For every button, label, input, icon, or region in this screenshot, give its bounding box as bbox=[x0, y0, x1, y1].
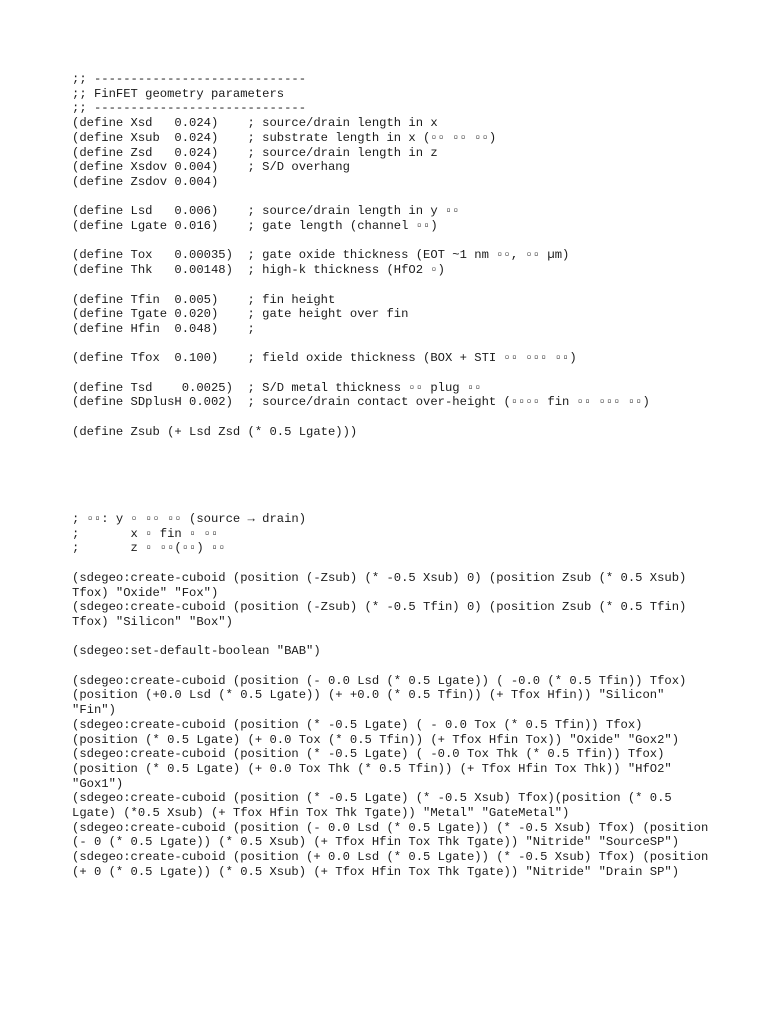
code-line: (sdegeo:create-cuboid (position (- 0.0 Lsd (* 0.5 Lgate)) ( -0.0 (* 0.5 Tfin)) Tfox) (position (+0.0 Lsd (* 0.5 Lgate)) (+ +0.0 (* 0.5 Tfin)) (+ Tfox Hfin)) "Silicon" "Fin") bbox=[72, 673, 694, 718]
blank-line bbox=[72, 337, 712, 352]
code-line: (sdegeo:create-cuboid (position (* -0.5 Lgate) ( - 0.0 Tox (* 0.5 Tfin)) Tfox) (position (* 0.5 Lgate) (+ 0.0 Tox (* 0.5 Tfin)) (+ Tfox Hfin Tox)) "Oxide" "Gox2") bbox=[72, 717, 680, 747]
blank-line bbox=[72, 630, 712, 645]
blank-line bbox=[72, 366, 712, 381]
code-line: (define Tfin 0.005) ; fin height bbox=[72, 292, 336, 307]
blank-line bbox=[72, 190, 712, 205]
blank-line bbox=[72, 410, 712, 425]
code-line: (define Zsdov 0.004) bbox=[72, 174, 219, 189]
code-line: (define Zsd 0.024) ; source/drain length in z bbox=[72, 145, 438, 160]
code-line: (define Zsub (+ Lsd Zsd (* 0.5 Lgate))) bbox=[72, 424, 358, 439]
blank-line bbox=[72, 234, 712, 249]
code-line: ;; ----------------------------- bbox=[72, 101, 307, 116]
code-line: (define Tsd 0.0025) ; S/D metal thickness ▫▫ plug ▫▫ bbox=[72, 380, 482, 395]
geometry-commands-block bbox=[72, 512, 716, 880]
parameter-definitions-block bbox=[72, 72, 712, 439]
code-line: (sdegeo:create-cuboid (position (-Zsub) (* -0.5 Xsub) 0) (position Zsub (* 0.5 Xsub) Tfox) "Oxide" "Fox") bbox=[72, 570, 694, 600]
code-line: (define Xsub 0.024) ; substrate length in x (▫▫ ▫▫ ▫▫) bbox=[72, 130, 497, 145]
code-line: ;; ----------------------------- bbox=[72, 72, 307, 86]
code-line: (define Hfin 0.048) ; bbox=[72, 321, 255, 336]
code-line: ; ▫▫: y ▫ ▫▫ ▫▫ (source → drain) bbox=[72, 512, 307, 526]
code-line: (define Tox 0.00035) ; gate oxide thickness (EOT ~1 nm ▫▫, ▫▫ µm) bbox=[72, 248, 570, 263]
code-line: (define Tgate 0.020) ; gate height over fin bbox=[72, 307, 409, 322]
code-line: (sdegeo:set-default-boolean "BAB") bbox=[72, 644, 321, 659]
blank-line bbox=[72, 659, 712, 674]
code-line: (define Lgate 0.016) ; gate length (channel ▫▫) bbox=[72, 219, 438, 234]
code-line: ;; FinFET geometry parameters bbox=[72, 86, 285, 101]
code-line: ; z ▫ ▫▫(▫▫) ▫▫ bbox=[72, 541, 226, 556]
code-line: (sdegeo:create-cuboid (position (* -0.5 Lgate) (* -0.5 Xsub) Tfox)(position (* 0.5 Lgate) (*0.5 Xsub) (+ Tfox Hfin Tox Thk Tgate)) "Metal" "GateMetal") bbox=[72, 791, 680, 821]
code-line: (sdegeo:create-cuboid (position (* -0.5 Lgate) ( -0.0 Tox Thk (* 0.5 Tfin)) Tfox) (position (* 0.5 Lgate) (+ 0.0 Tox Thk (* 0.5 Tfin)) (+ Tfox Hfin Tox Thk)) "HfO2" "Gox1") bbox=[72, 747, 680, 791]
code-line: (define SDplusH 0.002) ; source/drain contact over-height (▫▫▫▫ fin ▫▫ ▫▫▫ ▫▫) bbox=[72, 395, 650, 410]
code-line: (define Tfox 0.100) ; field oxide thickness (BOX + STI ▫▫ ▫▫▫ ▫▫) bbox=[72, 351, 577, 366]
blank-line bbox=[72, 278, 712, 293]
code-line: (define Thk 0.00148) ; high-k thickness (HfO2 ▫) bbox=[72, 263, 445, 278]
code-line: (sdegeo:create-cuboid (position (-Zsub) (* -0.5 Tfin) 0) (position Zsub (* 0.5 Tfin) Tfox) "Silicon" "Box") bbox=[72, 600, 694, 629]
code-line: (sdegeo:create-cuboid (position (- 0.0 Lsd (* 0.5 Lgate)) (* -0.5 Xsub) Tfox) (position (- 0 (* 0.5 Lgate)) (* 0.5 Xsub) (+ Tfox Hfin Tox Thk Tgate)) "Nitride" "SourceSP") bbox=[72, 820, 716, 850]
code-line: (sdegeo:create-cuboid (position (+ 0.0 Lsd (* 0.5 Lgate)) (* -0.5 Xsub) Tfox) (position (+ 0 (* 0.5 Lgate)) (* 0.5 Xsub) (+ Tfox Hfin Tox Thk Tgate)) "Nitride" "Drain SP") bbox=[72, 850, 716, 879]
code-line: (define Xsd 0.024) ; source/drain length in x bbox=[72, 116, 438, 131]
code-line: (define Lsd 0.006) ; source/drain length in y ▫▫ bbox=[72, 204, 460, 219]
blank-line bbox=[72, 556, 712, 571]
code-line: (define Xsdov 0.004) ; S/D overhang bbox=[72, 160, 350, 175]
code-line: ; x ▫ fin ▫ ▫▫ bbox=[72, 526, 219, 541]
